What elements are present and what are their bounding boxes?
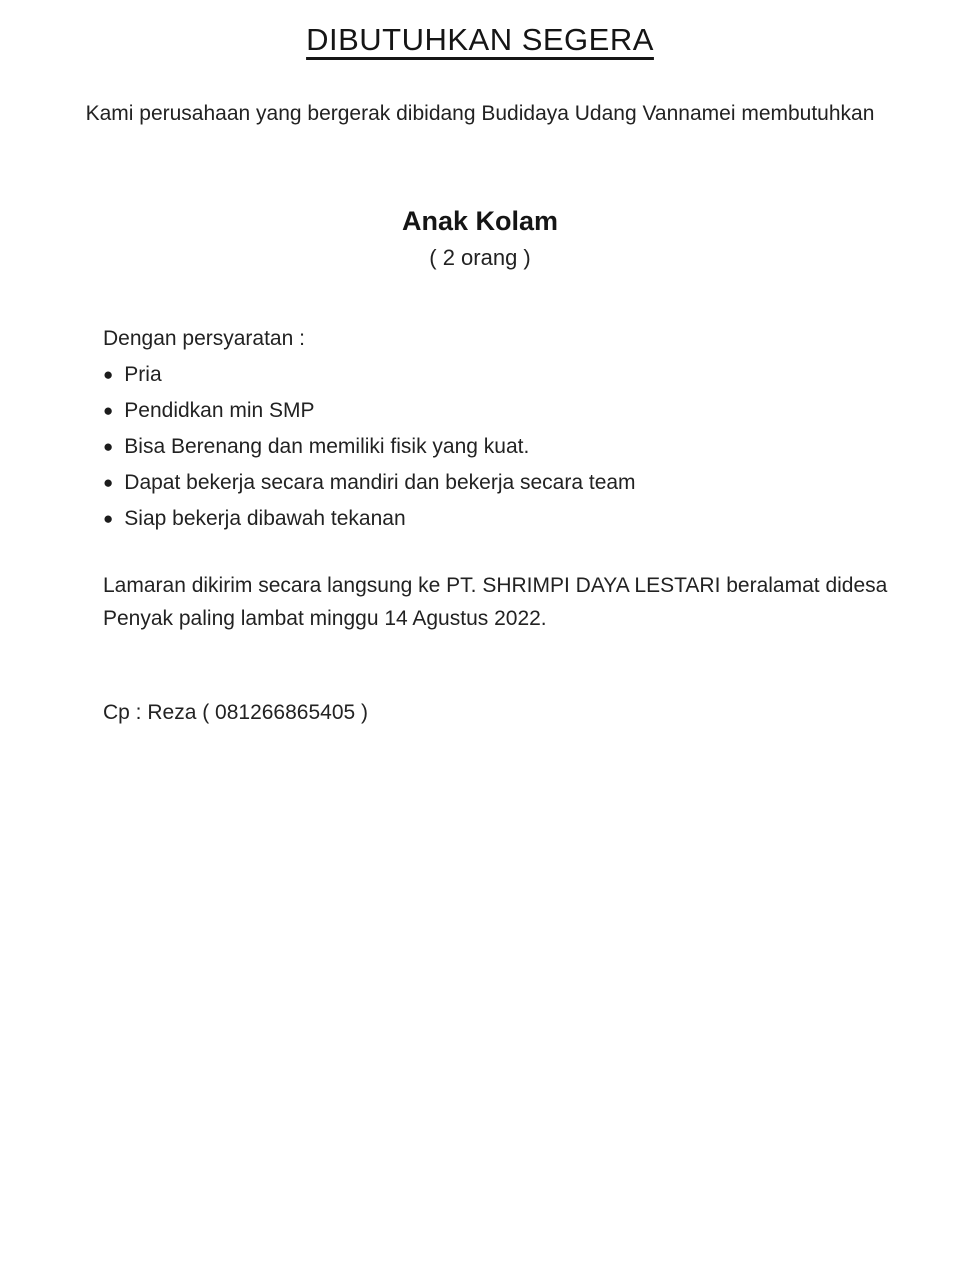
requirement-item <box>103 501 960 537</box>
application-instructions: Lamaran dikirim secara langsung ke PT. SHRIMPI DAYA LESTARI beralamat didesa Penyak paling lambat minggu 14 Agustus 2022. <box>103 574 888 630</box>
bullet-icon: ● <box>103 509 114 528</box>
document-title-text: DIBUTUHKAN SEGERA <box>306 22 654 57</box>
requirement-text: Siap bekerja dibawah tekanan <box>124 507 406 530</box>
bullet-icon: ● <box>103 437 114 456</box>
position-quota: ( 2 orang ) <box>429 245 531 270</box>
intro-paragraph: Kami perusahaan yang bergerak dibidang Budidaya Udang Vannamei membutuhkan <box>85 102 875 125</box>
bullet-icon: ● <box>103 473 114 492</box>
requirements-heading: Dengan persyaratan : <box>103 327 305 350</box>
requirement-item <box>103 429 960 465</box>
position-name: Anak Kolam <box>401 206 559 236</box>
document-title <box>0 0 960 58</box>
requirement-text: Bisa Berenang dan memiliki fisik yang kuat. <box>124 435 530 458</box>
requirements-list <box>0 357 960 537</box>
requirement-item <box>103 393 960 429</box>
requirement-item <box>103 357 960 393</box>
requirement-text: Pria <box>124 363 162 386</box>
requirement-item <box>103 465 960 501</box>
bullet-icon: ● <box>103 365 114 384</box>
bullet-icon: ● <box>103 401 114 420</box>
contact-person: Cp : Reza ( 081266865405 ) <box>103 701 369 724</box>
requirement-text: Pendidkan min SMP <box>124 399 315 422</box>
requirement-text: Dapat bekerja secara mandiri dan bekerja secara team <box>124 471 636 494</box>
